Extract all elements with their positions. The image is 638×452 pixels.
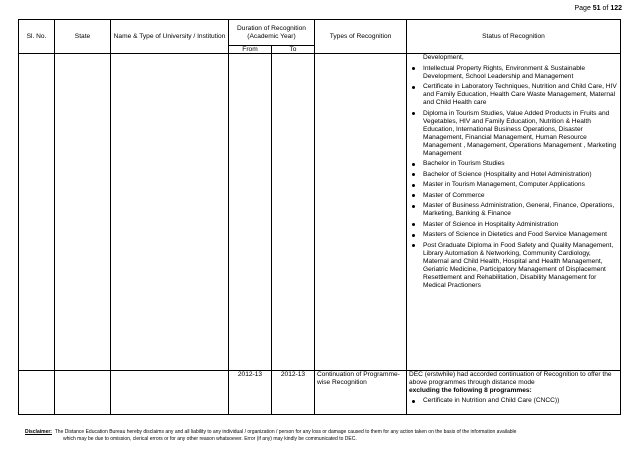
header-from: From bbox=[229, 46, 272, 54]
page-current: 51 bbox=[592, 5, 601, 12]
list-item: Post Graduate Diploma in Food Safety and Quality Management, Library Automation & Networking, Community Cardiology, Maternal and Child Health, Hospital and Health Management, Geriatric Medicine, Participatory Management of Displacement Resettlement and Rehabilitation, Disability Management for Medical Practioners bbox=[409, 242, 618, 290]
status-bold-text: excluding the following 8 programmes: bbox=[409, 387, 532, 394]
cell-type bbox=[315, 54, 407, 371]
header-types: Types of Recognition bbox=[315, 20, 407, 54]
cell-from: 2012-13 bbox=[229, 371, 272, 415]
cell-from bbox=[229, 54, 272, 371]
list-item: Master in Tourism Management, Computer Applications bbox=[409, 181, 618, 189]
table-row bbox=[19, 54, 621, 371]
page-prefix: Page bbox=[574, 5, 593, 12]
table-row bbox=[19, 371, 621, 415]
cell-status bbox=[407, 371, 621, 415]
disclaimer-label: Disclaimer: bbox=[25, 429, 52, 435]
page-number bbox=[574, 5, 622, 12]
cell-status bbox=[407, 54, 621, 371]
list-item: Bachelor in Tourism Studies bbox=[409, 160, 618, 168]
header-state: State bbox=[55, 20, 111, 54]
page-sep: of bbox=[600, 5, 611, 12]
list-item: Master of Business Administration, General, Finance, Operations, Marketing, Banking & Finance bbox=[409, 202, 618, 218]
cell-name bbox=[111, 54, 229, 371]
status-list bbox=[409, 54, 618, 290]
recognition-table bbox=[18, 19, 621, 415]
cell-type: Continuation of Programme-wise Recognition bbox=[315, 371, 407, 415]
page-total: 122 bbox=[610, 5, 622, 12]
cell-state bbox=[55, 54, 111, 371]
cell-to: 2012-13 bbox=[272, 371, 315, 415]
list-item: Intellectual Property Rights, Environment & Sustainable Development, School Leadership and Management bbox=[409, 65, 618, 81]
list-item: Certificate in Nutrition and Child Care (CNCC)) bbox=[409, 397, 618, 405]
cell-name bbox=[111, 371, 229, 415]
header-name-type: Name & Type of University / Institution bbox=[111, 20, 229, 54]
list-item: Diploma in Tourism Studies, Value Added Products in Fruits and Vegetables, HIV and Family Education, Nutrition & Health Education, International Business Operations, Disaster Management, Financial Management, Human Resource Management , Management, Operations Management , Marketing Management bbox=[409, 110, 618, 158]
header-status: Status of Recognition bbox=[407, 20, 621, 54]
disclaimer-line1: The Distance Education Bureau hereby disclaims any and all liability to any individual / organization / person for any loss or damage caused to them for any action taken on the basis of the information available bbox=[54, 429, 517, 435]
status-text: DEC (erstwhile) had accorded continuation of Recognition to offer the above programmes through distance mode bbox=[409, 371, 612, 386]
header-sl-no: Sl. No. bbox=[19, 20, 55, 54]
header-to: To bbox=[272, 46, 315, 54]
list-item: Master of Science in Hospitality Administration bbox=[409, 221, 618, 229]
list-item: Masters of Science in Dietetics and Food Service Management bbox=[409, 231, 618, 239]
disclaimer-line2: which may be due to omission, clerical errors or for any other reason whatsoever. Error (if any) may kindly be communicated to DEC. bbox=[63, 436, 357, 442]
cell-state bbox=[55, 371, 111, 415]
disclaimer bbox=[25, 429, 625, 443]
cell-sl bbox=[19, 54, 55, 371]
cell-to bbox=[272, 54, 315, 371]
list-item: Bachelor of Science (Hospitality and Hotel Administration) bbox=[409, 171, 618, 179]
cell-sl bbox=[19, 371, 55, 415]
status-list bbox=[409, 397, 618, 405]
list-item: Master of Commerce bbox=[409, 192, 618, 200]
list-item: Development, bbox=[423, 54, 464, 61]
header-duration: Duration of Recognition (Academic Year) bbox=[229, 20, 315, 46]
list-item: Certificate in Laboratory Techniques, Nutrition and Child Care, HIV and Family Education, Health Care Waste Management, Maternal and Child Health care bbox=[409, 83, 618, 107]
